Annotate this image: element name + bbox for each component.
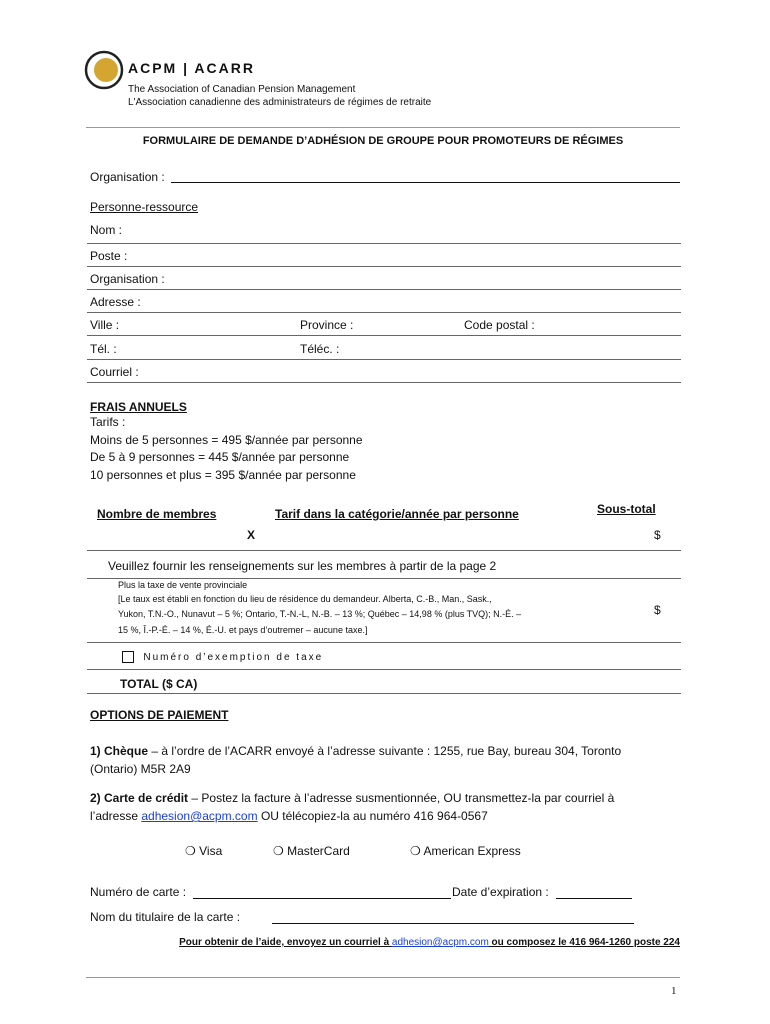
radio-icon[interactable]: ❍ bbox=[185, 844, 196, 858]
subtotal-dollar: $ bbox=[654, 528, 661, 542]
poste-field[interactable] bbox=[87, 266, 681, 267]
mastercard-option[interactable] bbox=[273, 844, 350, 858]
rate-line-3: 10 personnes et plus = 395 $/année par personne bbox=[90, 468, 356, 482]
col-rate-header: Tarif dans la catégorie/année par personne bbox=[275, 507, 519, 521]
tel-label: Tél. : bbox=[90, 342, 117, 356]
col-members-header: Nombre de membres bbox=[97, 507, 217, 521]
expiry-field[interactable] bbox=[556, 898, 632, 899]
radio-icon[interactable]: ❍ bbox=[410, 844, 421, 858]
tax-exemption-row bbox=[122, 649, 323, 663]
organisation-field[interactable] bbox=[171, 182, 680, 183]
mastercard-label: MasterCard bbox=[287, 844, 350, 858]
cheque-paragraph bbox=[90, 742, 680, 778]
cardholder-label: Nom du titulaire de la carte : bbox=[90, 910, 241, 924]
help-text bbox=[90, 937, 680, 948]
card-text: – Postez la facture à l’adresse susmentionnée, OU transmettez-la par courriel à bbox=[188, 791, 615, 805]
help-text-b: ou composez le 416 964-1260 poste 224 bbox=[488, 937, 680, 948]
visa-option[interactable] bbox=[185, 844, 222, 858]
ville-label: Ville : bbox=[90, 318, 120, 332]
help-text-a: Pour obtenir de l’aide, envoyez un courriel à bbox=[179, 937, 392, 948]
code-postal-label: Code postal : bbox=[464, 318, 535, 332]
cheque-label: 1) Chèque bbox=[90, 744, 149, 758]
nom-label: Nom : bbox=[90, 223, 123, 237]
contact-heading: Personne-ressource bbox=[90, 200, 199, 214]
page-number: 1 bbox=[671, 985, 677, 997]
card-number-label: Numéro de carte : bbox=[90, 885, 187, 899]
adresse-field[interactable] bbox=[87, 312, 681, 313]
adresse-label: Adresse : bbox=[90, 295, 141, 309]
card-number-field[interactable] bbox=[193, 898, 451, 899]
expiry-label: Date d’expiration : bbox=[452, 885, 549, 899]
rate-line-2: De 5 à 9 personnes = 445 $/année par personne bbox=[90, 450, 350, 464]
tax-line-3: 15 %, Î.-P.-É. – 14 %, É.-U. et pays d’outremer – aucune taxe.] bbox=[118, 625, 368, 635]
visa-label: Visa bbox=[199, 844, 223, 858]
province-label: Province : bbox=[300, 318, 354, 332]
acpm-logo-icon bbox=[84, 50, 124, 90]
courriel-field[interactable] bbox=[87, 382, 681, 383]
nom-field[interactable] bbox=[87, 243, 681, 244]
tax-exemption-label: Numéro d’exemption de taxe bbox=[143, 652, 324, 663]
card-paragraph bbox=[90, 789, 680, 825]
amex-option[interactable] bbox=[410, 844, 521, 858]
total-label: TOTAL ($ CA) bbox=[120, 677, 198, 691]
logo bbox=[84, 50, 124, 90]
organisation2-field[interactable] bbox=[87, 289, 681, 290]
rate-line-1: Moins de 5 personnes = 495 $/année par personne bbox=[90, 433, 363, 447]
members-note: Veuillez fournir les renseignements sur les membres à partir de la page 2 bbox=[108, 559, 497, 573]
help-email-link[interactable]: adhesion@acpm.com bbox=[391, 937, 489, 948]
organisation-label: Organisation : bbox=[90, 170, 165, 184]
tax-line-1: [Le taux est établi en fonction du lieu de résidence du demandeur. Alberta, C.-B., Man., Sask., bbox=[118, 594, 492, 604]
org-name-en: The Association of Canadian Pension Management bbox=[128, 84, 356, 95]
fees-heading: FRAIS ANNUELS bbox=[90, 400, 187, 414]
telec-label: Téléc. : bbox=[300, 342, 340, 356]
radio-icon[interactable]: ❍ bbox=[273, 844, 284, 858]
card-text-2a: l’adresse bbox=[90, 809, 142, 823]
ville-field[interactable] bbox=[87, 335, 681, 336]
card-text-2b: OU télécopiez-la au numéro 416 964-0567 bbox=[257, 809, 488, 823]
form-title: FORMULAIRE DE DEMANDE D’ADHÉSION DE GROUPE POUR PROMOTEURS DE RÉGIMES bbox=[142, 135, 624, 147]
cardholder-field[interactable] bbox=[272, 923, 634, 924]
poste-label: Poste : bbox=[90, 249, 128, 263]
org-name-fr: L'Association canadienne des administrateurs de régimes de retraite bbox=[128, 97, 432, 108]
tax-exemption-checkbox[interactable] bbox=[122, 651, 134, 663]
courriel-label: Courriel : bbox=[90, 365, 139, 379]
card-label: 2) Carte de crédit bbox=[90, 791, 189, 805]
multiply-x: X bbox=[247, 528, 256, 542]
amex-label: American Express bbox=[423, 844, 521, 858]
tarifs-label: Tarifs : bbox=[90, 415, 126, 429]
organisation2-label: Organisation : bbox=[90, 272, 165, 286]
tax-dollar: $ bbox=[654, 603, 661, 617]
cheque-text: – à l’ordre de l’ACARR envoyé à l’adresse suivante : 1255, rue Bay, bureau 304, Toronto bbox=[148, 744, 622, 758]
brand-name: ACPM | ACARR bbox=[128, 60, 255, 76]
cheque-address: (Ontario) M5R 2A9 bbox=[90, 762, 191, 776]
payment-heading: OPTIONS DE PAIEMENT bbox=[90, 708, 229, 722]
tax-line-2: Yukon, T.N.-O., Nunavut – 5 %; Ontario, T.-N.-L, N.-B. – 13 %; Québec – 14,98 % (plus TVQ); N.-É. – bbox=[118, 609, 522, 619]
col-subtotal-header: Sous-total bbox=[597, 502, 656, 516]
tel-field[interactable] bbox=[87, 359, 681, 360]
tax-title: Plus la taxe de vente provinciale bbox=[118, 580, 248, 590]
email-link[interactable]: adhesion@acpm.com bbox=[141, 809, 258, 823]
